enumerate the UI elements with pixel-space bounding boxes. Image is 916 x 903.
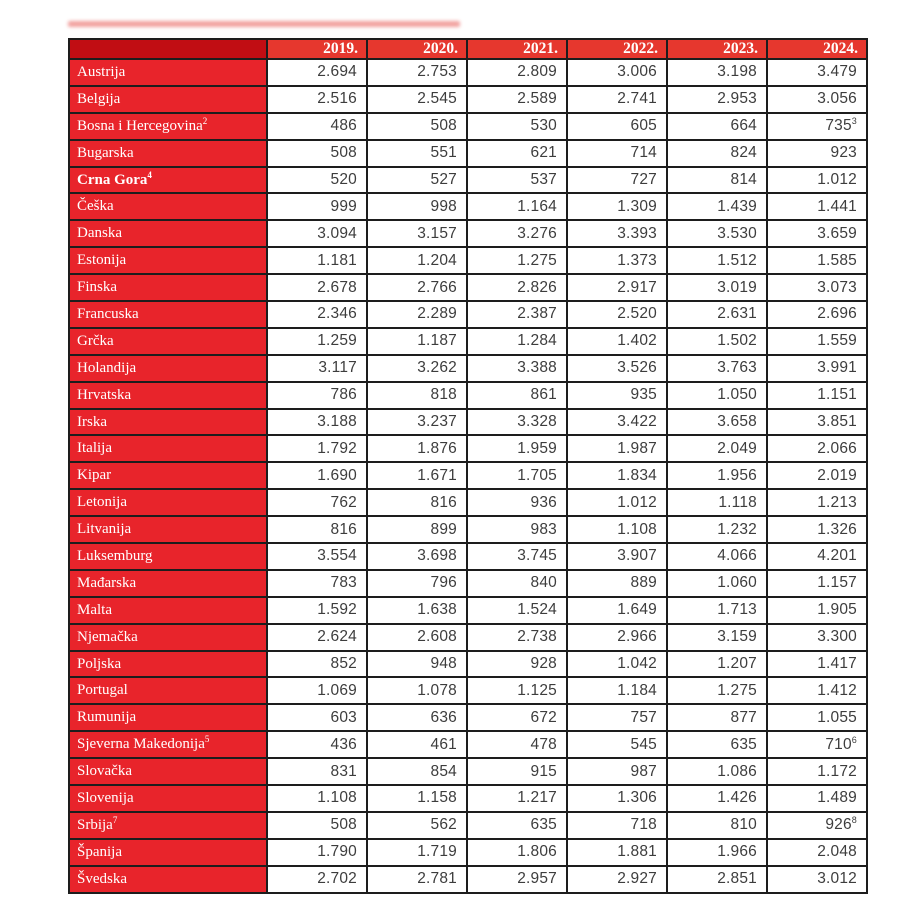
value-cell: 1.713 [667,597,767,624]
value-cell: 2.957 [467,866,567,893]
table-row [69,704,867,731]
value-cell: 3.554 [267,543,367,570]
value-cell: 3.019 [667,274,767,301]
value-cell: 545 [567,731,667,758]
value-cell: 1.512 [667,247,767,274]
value-cell: 816 [367,489,467,516]
value-cell: 1.502 [667,328,767,355]
value-cell: 1.489 [767,785,867,812]
value-cell: 1.164 [467,193,567,220]
value-cell: 1.592 [267,597,367,624]
value-cell: 2.624 [267,624,367,651]
corner-cell [69,39,267,59]
value-cell: 852 [267,651,367,678]
table-row [69,866,867,893]
value-cell: 2.289 [367,301,467,328]
value-cell: 461 [367,731,467,758]
value-cell: 2.738 [467,624,567,651]
value-cell: 1.966 [667,839,767,866]
value-cell: 854 [367,758,467,785]
table-row [69,86,867,113]
value-cell: 1.326 [767,516,867,543]
row-label: Belgija [69,86,267,113]
value-cell: 508 [267,140,367,167]
value-cell: 551 [367,140,467,167]
value-cell: 1.905 [767,597,867,624]
value-cell: 1.806 [467,839,567,866]
value-cell: 1.417 [767,651,867,678]
value-cell: 1.690 [267,462,367,489]
value-cell: 1.172 [767,758,867,785]
column-header-2020: 2020. [367,39,467,59]
value-cell: 1.876 [367,435,467,462]
value-cell: 478 [467,731,567,758]
value-cell: 1.213 [767,489,867,516]
value-cell: 2.520 [567,301,667,328]
value-cell: $710^6$ [767,731,867,758]
value-cell: 1.649 [567,597,667,624]
value-cell: 810 [667,812,767,839]
row-label: Austrija [69,59,267,86]
value-cell: 1.050 [667,382,767,409]
table-row [69,382,867,409]
value-cell: 1.181 [267,247,367,274]
row-label: Portugal [69,677,267,704]
column-header-2023: 2023. [667,39,767,59]
value-cell: 923 [767,140,867,167]
value-cell: 786 [267,382,367,409]
value-cell: 3.328 [467,409,567,436]
row-label: Francuska [69,301,267,328]
value-cell: 3.056 [767,86,867,113]
value-cell: 1.306 [567,785,667,812]
value-cell: 1.705 [467,462,567,489]
row-label: Srbija$^7$ [69,812,267,839]
table-row [69,140,867,167]
value-cell: 2.066 [767,435,867,462]
value-cell: 1.671 [367,462,467,489]
value-cell: 562 [367,812,467,839]
table-row [69,516,867,543]
row-label: Luksemburg [69,543,267,570]
value-cell: 2.387 [467,301,567,328]
table-row [69,462,867,489]
value-cell: 1.275 [667,677,767,704]
value-cell: 3.262 [367,355,467,382]
value-cell: 3.907 [567,543,667,570]
value-cell: 1.402 [567,328,667,355]
value-cell: 3.526 [567,355,667,382]
value-cell: 3.188 [267,409,367,436]
row-label: Grčka [69,328,267,355]
value-cell: 1.790 [267,839,367,866]
value-cell: 1.086 [667,758,767,785]
value-cell: 1.158 [367,785,467,812]
table-row [69,274,867,301]
value-cell: 3.422 [567,409,667,436]
value-cell: 998 [367,193,467,220]
value-cell: 3.745 [467,543,567,570]
value-cell: 1.559 [767,328,867,355]
value-cell: 1.012 [767,167,867,194]
value-cell: 1.125 [467,677,567,704]
row-label: Holandija [69,355,267,382]
table-row [69,113,867,140]
value-cell: 718 [567,812,667,839]
column-header-2024: 2024. [767,39,867,59]
header-row [69,39,867,59]
value-cell: 2.851 [667,866,767,893]
row-label: Rumunija [69,704,267,731]
value-cell: 2.953 [667,86,767,113]
value-cell: 3.157 [367,220,467,247]
value-cell: 1.441 [767,193,867,220]
row-label: Irska [69,409,267,436]
value-cell: 915 [467,758,567,785]
value-cell: 3.851 [767,409,867,436]
value-cell: 3.006 [567,59,667,86]
value-cell: 936 [467,489,567,516]
value-cell: 3.300 [767,624,867,651]
value-cell: 530 [467,113,567,140]
value-cell: 2.966 [567,624,667,651]
country-year-table [68,38,868,894]
value-cell: 999 [267,193,367,220]
value-cell: 2.917 [567,274,667,301]
row-label: Slovenija [69,785,267,812]
value-cell: 1.439 [667,193,767,220]
value-cell: 527 [367,167,467,194]
value-cell: 605 [567,113,667,140]
value-cell: 1.987 [567,435,667,462]
table-row [69,812,867,839]
value-cell: 2.048 [767,839,867,866]
value-cell: 727 [567,167,667,194]
row-label: Bosna i Hercegovina$^2$ [69,113,267,140]
value-cell: 762 [267,489,367,516]
value-cell: 2.631 [667,301,767,328]
value-cell: 1.151 [767,382,867,409]
value-cell: 1.232 [667,516,767,543]
row-label: Češka [69,193,267,220]
value-cell: 889 [567,570,667,597]
value-cell: 3.073 [767,274,867,301]
value-cell: 2.696 [767,301,867,328]
value-cell: 3.117 [267,355,367,382]
value-cell: 2.545 [367,86,467,113]
value-cell: 1.060 [667,570,767,597]
value-cell: 1.259 [267,328,367,355]
value-cell: 935 [567,382,667,409]
value-cell: 486 [267,113,367,140]
table-row [69,651,867,678]
value-cell: 948 [367,651,467,678]
value-cell: 1.585 [767,247,867,274]
table-row [69,193,867,220]
value-cell: $735^3$ [767,113,867,140]
value-cell: 621 [467,140,567,167]
table-row [69,220,867,247]
row-label: Danska [69,220,267,247]
value-cell: 1.069 [267,677,367,704]
value-cell: 2.608 [367,624,467,651]
value-cell: 2.516 [267,86,367,113]
value-cell: 1.108 [567,516,667,543]
value-cell: 2.781 [367,866,467,893]
value-cell: 664 [667,113,767,140]
table-row [69,409,867,436]
column-header-2021: 2021. [467,39,567,59]
table-row [69,839,867,866]
row-label: Švedska [69,866,267,893]
table-row [69,59,867,86]
value-cell: 840 [467,570,567,597]
value-cell: 3.479 [767,59,867,86]
value-cell: 1.118 [667,489,767,516]
value-cell: 3.393 [567,220,667,247]
row-label: Crna Gora$^4$ [69,167,267,194]
table-row [69,758,867,785]
value-cell: 877 [667,704,767,731]
row-label: Njemačka [69,624,267,651]
value-cell: 636 [367,704,467,731]
value-cell: 4.066 [667,543,767,570]
value-cell: 824 [667,140,767,167]
value-cell: 508 [367,113,467,140]
table-row [69,435,867,462]
value-cell: 2.741 [567,86,667,113]
column-header-2019: 2019. [267,39,367,59]
row-label: Litvanija [69,516,267,543]
value-cell: 3.276 [467,220,567,247]
value-cell: 796 [367,570,467,597]
table-row [69,597,867,624]
value-cell: 3.658 [667,409,767,436]
value-cell: 1.157 [767,570,867,597]
value-cell: 1.284 [467,328,567,355]
value-cell: 672 [467,704,567,731]
value-cell: 3.094 [267,220,367,247]
table-row [69,785,867,812]
value-cell: 818 [367,382,467,409]
value-cell: 1.524 [467,597,567,624]
table-row [69,489,867,516]
value-cell: 2.678 [267,274,367,301]
value-cell: 3.659 [767,220,867,247]
value-cell: 3.159 [667,624,767,651]
value-cell: 508 [267,812,367,839]
table-row [69,167,867,194]
row-label: Finska [69,274,267,301]
value-cell: 2.589 [467,86,567,113]
value-cell: 831 [267,758,367,785]
value-cell: 816 [267,516,367,543]
value-cell: 1.055 [767,704,867,731]
value-cell: 1.108 [267,785,367,812]
value-cell: 2.753 [367,59,467,86]
value-cell: 714 [567,140,667,167]
row-label: Italija [69,435,267,462]
row-label: Malta [69,597,267,624]
value-cell: 2.766 [367,274,467,301]
row-label: Kipar [69,462,267,489]
value-cell: 1.881 [567,839,667,866]
column-header-2022: 2022. [567,39,667,59]
value-cell: 1.959 [467,435,567,462]
value-cell: 1.217 [467,785,567,812]
row-label: Bugarska [69,140,267,167]
value-cell: 1.275 [467,247,567,274]
row-label: Letonija [69,489,267,516]
value-cell: 2.694 [267,59,367,86]
value-cell: 783 [267,570,367,597]
value-cell: 537 [467,167,567,194]
table-row [69,355,867,382]
value-cell: 1.373 [567,247,667,274]
row-label: Sjeverna Makedonija$^5$ [69,731,267,758]
table-row [69,677,867,704]
value-cell: 2.019 [767,462,867,489]
value-cell: 3.012 [767,866,867,893]
value-cell: 861 [467,382,567,409]
value-cell: 1.204 [367,247,467,274]
value-cell: 1.719 [367,839,467,866]
value-cell: 2.049 [667,435,767,462]
value-cell: 635 [667,731,767,758]
value-cell: 3.237 [367,409,467,436]
value-cell: 2.809 [467,59,567,86]
value-cell: 814 [667,167,767,194]
value-cell: 2.826 [467,274,567,301]
value-cell: 987 [567,758,667,785]
table-row [69,543,867,570]
table-row [69,624,867,651]
value-cell: 4.201 [767,543,867,570]
value-cell: 1.042 [567,651,667,678]
value-cell: 983 [467,516,567,543]
row-label: Mađarska [69,570,267,597]
value-cell: 3.763 [667,355,767,382]
value-cell: 1.792 [267,435,367,462]
value-cell: 3.991 [767,355,867,382]
value-cell: 1.184 [567,677,667,704]
value-cell: 2.927 [567,866,667,893]
value-cell: 2.346 [267,301,367,328]
table-body [69,59,867,893]
table-row [69,301,867,328]
value-cell: 635 [467,812,567,839]
row-label: Poljska [69,651,267,678]
value-cell: 928 [467,651,567,678]
row-label: Slovačka [69,758,267,785]
table-row [69,247,867,274]
value-cell: $926^8$ [767,812,867,839]
value-cell: 757 [567,704,667,731]
value-cell: 1.956 [667,462,767,489]
value-cell: 3.698 [367,543,467,570]
row-label: Estonija [69,247,267,274]
value-cell: 1.412 [767,677,867,704]
value-cell: 3.530 [667,220,767,247]
table-row [69,731,867,758]
value-cell: 1.012 [567,489,667,516]
value-cell: 1.638 [367,597,467,624]
row-label: Španija [69,839,267,866]
row-label: Hrvatska [69,382,267,409]
value-cell: 520 [267,167,367,194]
value-cell: 3.388 [467,355,567,382]
value-cell: 1.187 [367,328,467,355]
value-cell: 1.078 [367,677,467,704]
value-cell: 1.834 [567,462,667,489]
table-row [69,328,867,355]
value-cell: 1.309 [567,193,667,220]
table-row [69,570,867,597]
value-cell: 899 [367,516,467,543]
value-cell: 603 [267,704,367,731]
cropped-title-remnant [68,21,460,27]
value-cell: 436 [267,731,367,758]
value-cell: 1.426 [667,785,767,812]
value-cell: 2.702 [267,866,367,893]
value-cell: 3.198 [667,59,767,86]
value-cell: 1.207 [667,651,767,678]
